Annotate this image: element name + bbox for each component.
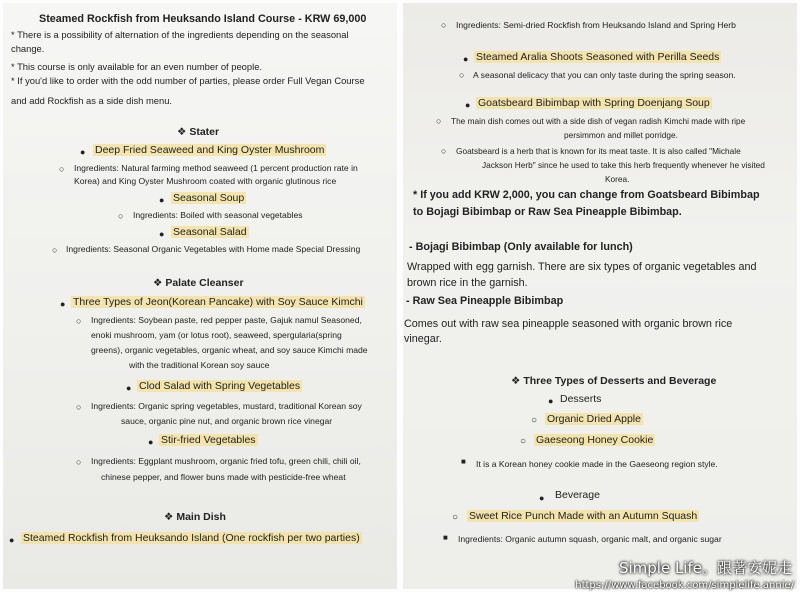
bullet-dot-icon: ● [60, 299, 66, 309]
dish-name: Gaeseong Honey Cookie [536, 434, 654, 446]
section-heading-main: ❖ Main Dish [164, 511, 226, 523]
dish-name: Goatsbeard Bibimbap with Spring Doenjang Soup [478, 97, 710, 109]
option-title: - Raw Sea Pineapple Bibimbap [406, 295, 564, 307]
bullet-circle-icon: ○ [118, 211, 124, 221]
bullet-dot-icon: ● [548, 396, 554, 406]
dish-description: Jackson Herb" since he used to take this herb frequently whenever he visited [482, 160, 765, 170]
bullet-dot-icon: ● [126, 383, 132, 393]
dish-ingredients: Korea) and King Oyster Mushroom coated with organic glutinous rice [74, 176, 337, 186]
bullet-dot-icon: ● [9, 535, 15, 545]
upgrade-note: to Bojagi Bibimbap or Raw Sea Pineapple Bibimbap. [413, 206, 682, 218]
bullet-dot-icon: ● [159, 195, 165, 205]
option-description: Wrapped with egg garnish. There are six types of organic vegetables and [407, 261, 757, 273]
bullet-dot-icon: ● [80, 147, 86, 157]
bullet-circle-icon: ○ [531, 415, 538, 426]
course-title: Steamed Rockfish from Heuksando Island Course - KRW 69,000 [39, 13, 367, 25]
dish-ingredients: enoki mushroom, yam (or lotus root), seaweed, spergularia(spring [91, 330, 342, 340]
dish-ingredients: Ingredients: Soybean paste, red pepper paste, Gajuk namul Seasoned, [91, 315, 362, 325]
bullet-square-icon: ■ [461, 457, 466, 466]
dish-ingredients: Ingredients: Semi-dried Rockfish from Heuksando Island and Spring Herb [456, 20, 736, 30]
section-heading-starter: ❖ Stater [177, 126, 220, 138]
dish-ingredients: Ingredients: Natural farming method seaweed (1 percent production rate in [74, 163, 358, 173]
option-description: vinegar. [404, 333, 442, 345]
dish-ingredients: Ingredients: Seasonal Organic Vegetables with Home made Special Dressing [66, 244, 361, 254]
dish-description: Goatsbeard is a herb that is known for its meat taste. It is also called "Michale [456, 146, 741, 156]
dish-name: Organic Dried Apple [547, 413, 641, 425]
note-line: * There is a possibility of alternation of the ingredients depending on the seasonal [11, 29, 349, 40]
dish-ingredients: Ingredients: Boiled with seasonal vegetables [133, 210, 303, 220]
bullet-circle-icon: ○ [441, 20, 447, 30]
dish-name: Three Types of Jeon(Korean Pancake) with Soy Sauce Kimchi [73, 296, 363, 308]
bullet-circle-icon: ○ [76, 457, 82, 467]
subsection-label: Desserts [560, 393, 602, 405]
menu-page-left [3, 3, 397, 589]
bullet-circle-icon: ○ [452, 512, 459, 523]
note-line: * If you'd like to order with the odd number of parties, please order Full Vegan Course [11, 75, 365, 86]
dish-ingredients: Ingredients: Organic autumn squash, organic malt, and organic sugar [458, 534, 722, 544]
watermark-brand: Simple Life。跟著安妮走 [618, 559, 792, 577]
dish-description: Korea. [605, 174, 630, 184]
bullet-circle-icon: ○ [441, 146, 447, 156]
dish-name: Steamed Rockfish from Heuksando Island (One rockfish per two parties) [23, 532, 360, 544]
bullet-circle-icon: ○ [436, 116, 442, 126]
option-description: brown rice in the garnish. [407, 277, 528, 289]
bullet-dot-icon: ● [159, 229, 165, 239]
bullet-dot-icon: ● [463, 54, 469, 64]
option-title: - Bojagi Bibimbap (Only available for lunch) [409, 241, 633, 253]
section-heading-desserts: ❖ Three Types of Desserts and Beverage [511, 375, 717, 387]
bullet-dot-icon: ● [465, 100, 471, 110]
dish-name: Seasonal Soup [173, 192, 245, 204]
bullet-dot-icon: ● [148, 437, 154, 447]
dish-ingredients: Ingredients: Organic spring vegetables, mustard, traditional Korean soy [91, 401, 362, 411]
bullet-square-icon: ■ [443, 533, 448, 542]
dish-description: It is a Korean honey cookie made in the Gaeseong region style. [476, 459, 718, 469]
dish-name: Clod Salad with Spring Vegetables [139, 380, 301, 392]
dish-ingredients: Ingredients: Eggplant mushroom, organic fried tofu, green chili, chili oil, [91, 456, 361, 466]
dish-ingredients: greens), organic vegetables, organic wheat, and soy sauce Kimchi made [91, 345, 368, 355]
watermark-url: https://www.facebook.com/simplelife.annie/ [575, 580, 794, 591]
dish-description: persimmon and millet porridge. [564, 130, 678, 140]
dish-description: A seasonal delicacy that you can only taste during the spring season. [473, 70, 736, 80]
option-description: Comes out with raw sea pineapple seasoned with organic brown rice [404, 318, 733, 330]
bullet-dot-icon: ● [539, 493, 545, 503]
dish-ingredients: chinese pepper, and flower buns made with pesticide-free wheat [101, 472, 346, 482]
bullet-circle-icon: ○ [76, 316, 82, 326]
menu-page-right [403, 3, 797, 589]
note-line: * This course is only available for an even number of people. [11, 61, 263, 72]
dish-ingredients: with the traditional Korean soy sauce [129, 360, 270, 370]
dish-name: Steamed Aralia Shoots Seasoned with Perilla Seeds [476, 51, 720, 63]
bullet-circle-icon: ○ [59, 164, 65, 174]
dish-name: Stir-fried Vegetables [161, 434, 256, 446]
note-line: and add Rockfish as a side dish menu. [11, 95, 173, 106]
dish-name: Deep Fried Seaweed and King Oyster Mushroom [95, 144, 325, 156]
dish-name: Seasonal Salad [173, 226, 247, 238]
subsection-label: Beverage [555, 489, 600, 501]
bullet-circle-icon: ○ [459, 70, 465, 80]
upgrade-note: * If you add KRW 2,000, you can change from Goatsbeard Bibimbap [413, 189, 760, 201]
bullet-circle-icon: ○ [520, 436, 527, 447]
dish-name: Sweet Rice Punch Made with an Autumn Squash [469, 510, 698, 522]
dish-ingredients: sauce, organic pine nut, and organic brown rice vinegar [121, 416, 333, 426]
section-heading-palate: ❖ Palate Cleanser [153, 277, 244, 289]
bullet-circle-icon: ○ [76, 402, 82, 412]
note-line: change. [11, 43, 45, 54]
dish-description: The main dish comes out with a side dish of vegan radish Kimchi made with ripe [451, 116, 746, 126]
bullet-circle-icon: ○ [52, 245, 58, 255]
